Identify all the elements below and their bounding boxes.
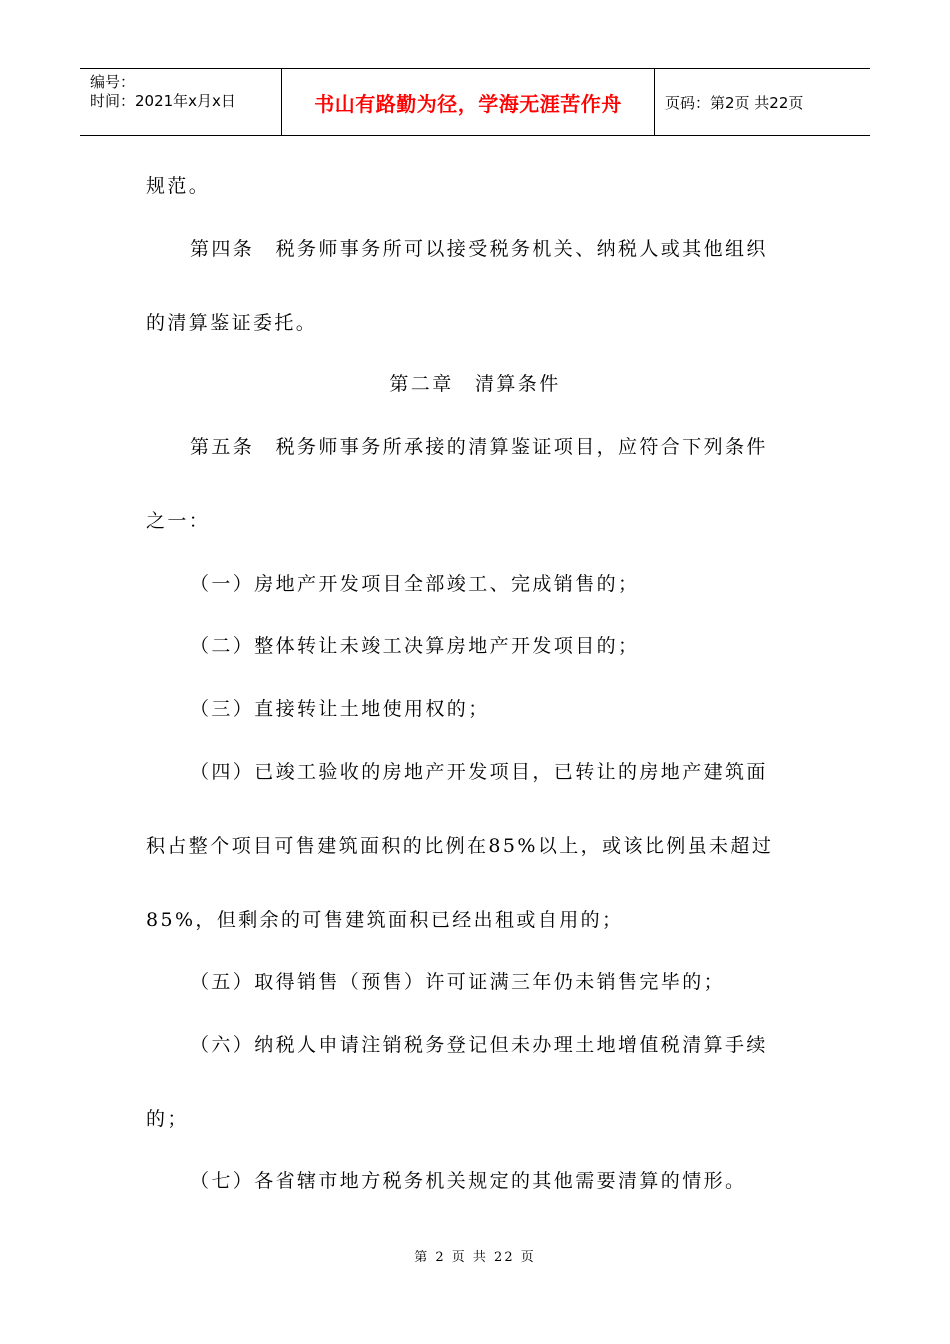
- page-header: [80, 68, 870, 136]
- list-item: （一）房地产开发项目全部竣工、完成销售的；: [190, 573, 640, 595]
- body-line: 的清算鉴证委托。: [146, 312, 318, 334]
- page-footer: 第 2 页 共 22 页: [414, 1250, 536, 1265]
- article-heading: 第四条 税务师事务所可以接受税务机关、纳税人或其他组织: [190, 238, 768, 260]
- list-item: （二）整体转让未竣工决算房地产开发项目的；: [190, 635, 640, 657]
- list-item: （七）各省辖市地方税务机关规定的其他需要清算的情形。: [190, 1170, 747, 1192]
- body-line: 规范。: [146, 175, 211, 197]
- article-heading: 第五条 税务师事务所承接的清算鉴证项目，应符合下列条件: [190, 436, 768, 458]
- list-item: （三）直接转让土地使用权的；: [190, 698, 490, 720]
- header-motto: 书山有路勤为径，学海无涯苦作舟: [282, 69, 655, 135]
- document-date: 时间：2021年x月x日: [90, 92, 236, 110]
- header-page-info: 页码：第2页 共22页: [665, 93, 804, 112]
- list-item: （五）取得销售（预售）许可证满三年仍未销售完毕的；: [190, 971, 726, 993]
- list-item: （四）已竣工验收的房地产开发项目，已转让的房地产建筑面: [190, 761, 768, 783]
- body-line: 积占整个项目可售建筑面积的比例在85%以上，或该比例虽未超过: [146, 835, 774, 857]
- body-line: 85%，但剩余的可售建筑面积已经出租或自用的；: [146, 909, 624, 931]
- document-number-label: 编号：: [90, 73, 136, 91]
- body-line: 的；: [146, 1108, 189, 1130]
- body-line: 之一：: [146, 510, 211, 532]
- chapter-title: 第二章 清算条件: [389, 373, 561, 395]
- list-item: （六）纳税人申请注销税务登记但未办理土地增值税清算手续: [190, 1034, 768, 1056]
- header-left-cell: [80, 69, 282, 135]
